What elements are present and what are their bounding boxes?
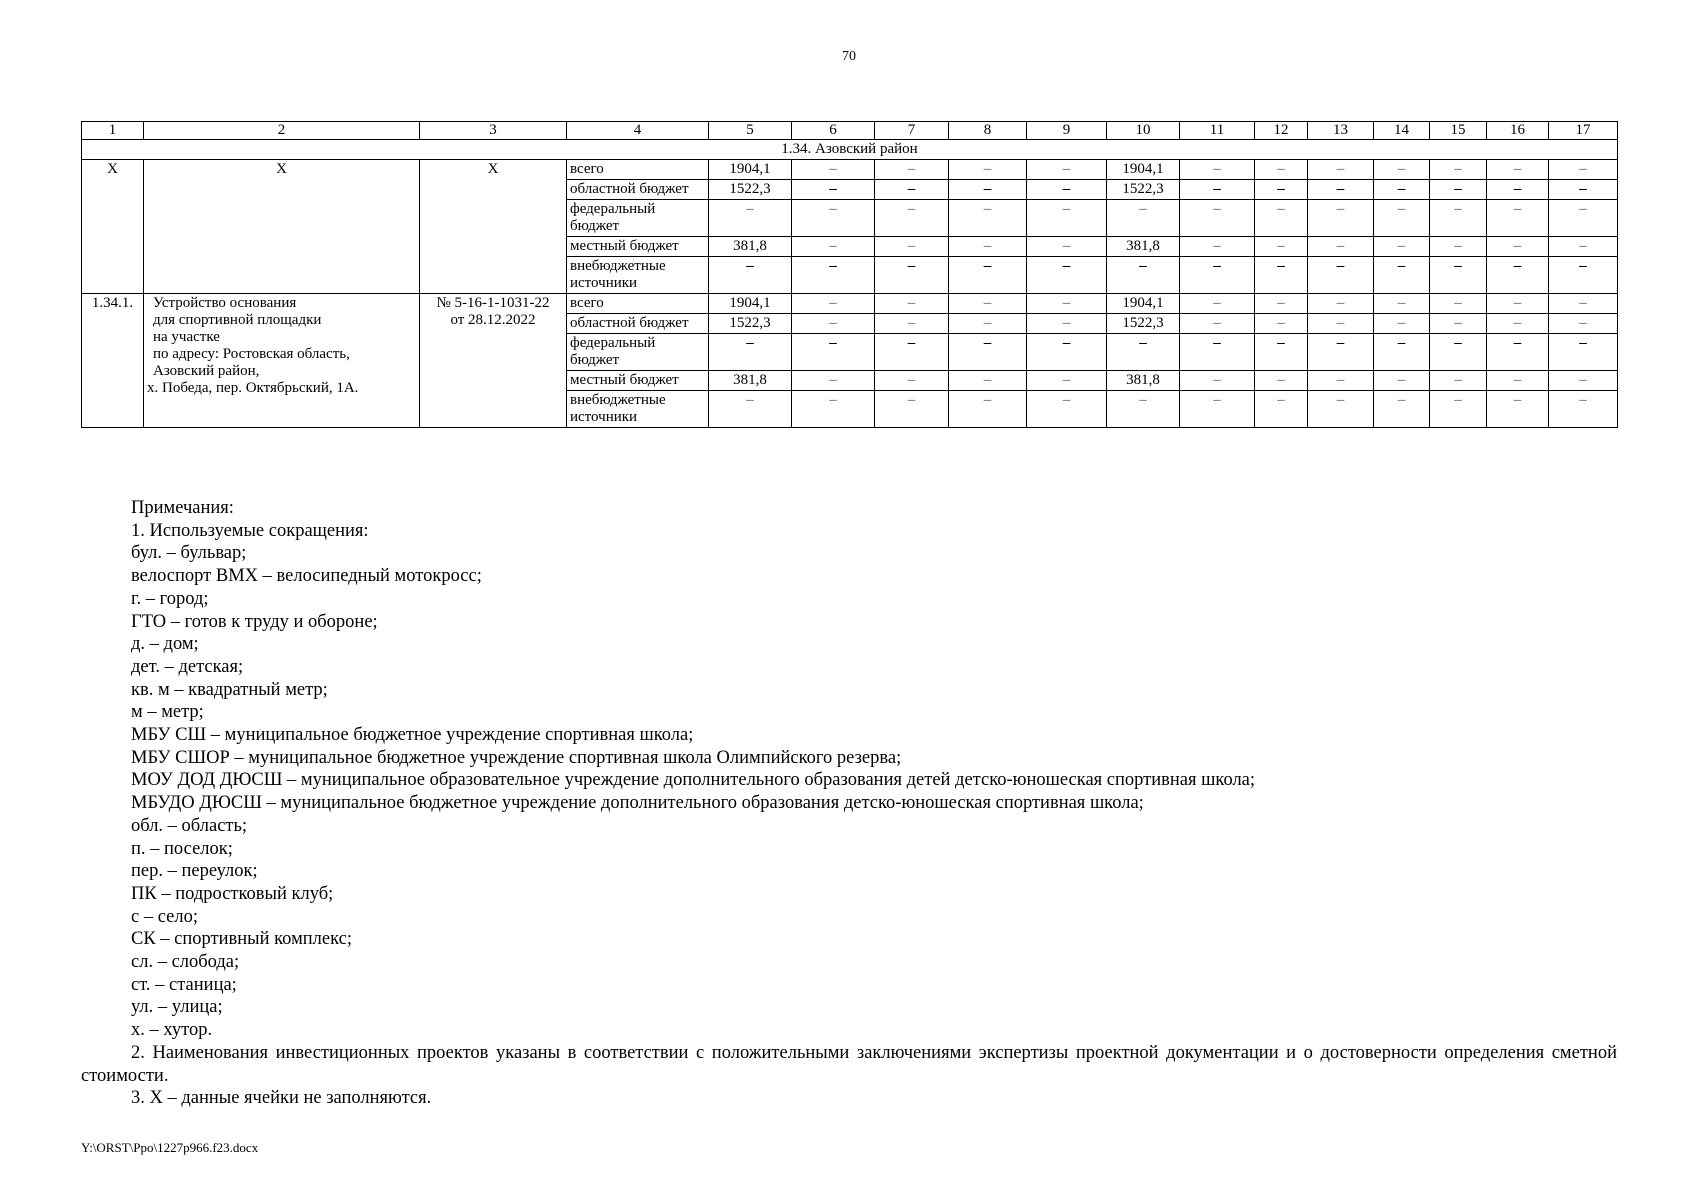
value-cell-col14: –	[1374, 257, 1430, 294]
abbreviation-item: г. – город;	[131, 588, 209, 609]
funding-source-cell: местный бюджет	[567, 237, 709, 257]
funding-source-cell: внебюджетные источники	[567, 257, 709, 294]
value-cell-col12: –	[1255, 371, 1308, 391]
value-cell-col17: –	[1549, 334, 1618, 371]
value-cell-col14: –	[1374, 334, 1430, 371]
table-row	[82, 294, 1618, 314]
value-cell-col8: –	[949, 200, 1027, 237]
table-row	[82, 160, 1618, 180]
value-cell-col6: –	[792, 200, 875, 237]
value-cell-col6: –	[792, 180, 875, 200]
value-cell-col13: –	[1308, 334, 1374, 371]
abbreviation-item: д. – дом;	[131, 634, 199, 655]
value-cell-col12: –	[1255, 200, 1308, 237]
value-cell-col11: –	[1180, 294, 1255, 314]
project-name-line: х. Победа, пер. Октябрьский, 1А.	[147, 380, 359, 396]
value-cell-col7: –	[875, 334, 949, 371]
value-cell-col11: –	[1180, 237, 1255, 257]
value-cell-col5: –	[709, 391, 792, 428]
abbreviation-item: ст. – станица;	[131, 974, 237, 995]
section-title-row	[82, 140, 1618, 160]
value-cell-col8: –	[949, 314, 1027, 334]
column-header: 16	[1487, 122, 1549, 140]
value-cell-col11: –	[1180, 180, 1255, 200]
value-cell-col12: –	[1255, 160, 1308, 180]
value-cell-col6: –	[792, 391, 875, 428]
financing-table	[81, 121, 1618, 428]
value-cell-col11: –	[1180, 257, 1255, 294]
column-header: 8	[949, 122, 1027, 140]
value-cell-col7: –	[875, 294, 949, 314]
conclusion-cell	[420, 294, 567, 428]
abbreviation-item: обл. – область;	[131, 815, 248, 836]
value-cell-col17: –	[1549, 371, 1618, 391]
value-cell-col12: –	[1255, 237, 1308, 257]
value-cell-col11: –	[1180, 314, 1255, 334]
value-cell-col8: –	[949, 294, 1027, 314]
column-header: 13	[1308, 122, 1374, 140]
column-header: 11	[1180, 122, 1255, 140]
value-cell-col6: –	[792, 160, 875, 180]
row-number-cell: X	[82, 160, 144, 294]
column-header: 3	[420, 122, 567, 140]
value-cell-col12: –	[1255, 334, 1308, 371]
value-cell-col14: –	[1374, 160, 1430, 180]
value-cell-col6: –	[792, 237, 875, 257]
abbreviation-item: МОУ ДОД ДЮСШ – муниципальное образовательное учреждение дополнительного образования детей детско-юношеская спортивная школа;	[131, 770, 1256, 791]
value-cell-col7: –	[875, 200, 949, 237]
project-name-line: на участке	[153, 329, 220, 345]
value-cell-col12: –	[1255, 294, 1308, 314]
value-cell-col5: 1522,3	[709, 180, 792, 200]
value-cell-col12: –	[1255, 391, 1308, 428]
value-cell-col13: –	[1308, 257, 1374, 294]
value-cell-col6: –	[792, 371, 875, 391]
value-cell-col11: –	[1180, 200, 1255, 237]
value-cell-col8: –	[949, 180, 1027, 200]
project-name-line: для спортивной площадки	[153, 312, 322, 328]
value-cell-col8: –	[949, 237, 1027, 257]
abbreviation-item: МБУ СШ – муниципальное бюджетное учреждение спортивная школа;	[131, 725, 694, 746]
value-cell-col7: –	[875, 314, 949, 334]
value-cell-col14: –	[1374, 200, 1430, 237]
abbreviation-item: с – село;	[131, 906, 198, 927]
value-cell-col8: –	[949, 371, 1027, 391]
abbreviation-list	[81, 542, 1617, 1041]
value-cell-col10: 381,8	[1107, 237, 1180, 257]
column-header: 2	[144, 122, 420, 140]
value-cell-col7: –	[875, 237, 949, 257]
value-cell-col8: –	[949, 334, 1027, 371]
notes-item-2: 2. Наименования инвестиционных проектов указаны в соответствии с положительными заключениями экспертизы проектной документации и о достоверности определения сметной стоимости.	[81, 1042, 1617, 1086]
value-cell-col11: –	[1180, 371, 1255, 391]
column-header: 14	[1374, 122, 1430, 140]
abbreviation-item: МБУДО ДЮСШ – муниципальное бюджетное учреждение дополнительного образования детско-юношеская спортивная школа;	[131, 793, 1144, 814]
abbreviation-item: х. – хутор.	[131, 1020, 213, 1041]
value-cell-col10: 381,8	[1107, 371, 1180, 391]
abbreviation-item: п. – поселок;	[131, 838, 233, 859]
abbreviation-item: м – метр;	[131, 702, 204, 723]
value-cell-col9: –	[1027, 257, 1107, 294]
value-cell-col10: –	[1107, 334, 1180, 371]
project-name-cell	[144, 294, 420, 428]
page-number: 70	[842, 49, 856, 64]
column-header: 9	[1027, 122, 1107, 140]
value-cell-col7: –	[875, 180, 949, 200]
value-cell-col14: –	[1374, 180, 1430, 200]
value-cell-col16: –	[1487, 257, 1549, 294]
value-cell-col17: –	[1549, 314, 1618, 334]
value-cell-col17: –	[1549, 257, 1618, 294]
row-number-cell: 1.34.1.	[82, 294, 144, 428]
value-cell-col13: –	[1308, 237, 1374, 257]
value-cell-col10: 1522,3	[1107, 180, 1180, 200]
funding-source-cell: областной бюджет	[567, 314, 709, 334]
funding-source-cell: внебюджетные источники	[567, 391, 709, 428]
abbreviation-item: ПК – подростковый клуб;	[131, 883, 334, 904]
value-cell-col10: 1522,3	[1107, 314, 1180, 334]
value-cell-col5: 381,8	[709, 237, 792, 257]
value-cell-col16: –	[1487, 314, 1549, 334]
value-cell-col9: –	[1027, 391, 1107, 428]
value-cell-col17: –	[1549, 391, 1618, 428]
project-name-line: Устройство основания	[153, 295, 297, 311]
value-cell-col5: –	[709, 257, 792, 294]
funding-source-cell: всего	[567, 160, 709, 180]
abbreviation-item: бул. – бульвар;	[131, 543, 247, 564]
conclusion-number: № 5-16-1-1031-22	[436, 295, 550, 311]
value-cell-col9: –	[1027, 334, 1107, 371]
value-cell-col17: –	[1549, 180, 1618, 200]
funding-source-cell: федеральный бюджет	[567, 200, 709, 237]
value-cell-col16: –	[1487, 160, 1549, 180]
column-header: 17	[1549, 122, 1618, 140]
value-cell-col5: –	[709, 334, 792, 371]
value-cell-col10: –	[1107, 257, 1180, 294]
value-cell-col9: –	[1027, 237, 1107, 257]
value-cell-col9: –	[1027, 200, 1107, 237]
value-cell-col15: –	[1430, 180, 1487, 200]
value-cell-col15: –	[1430, 237, 1487, 257]
funding-source-cell: федеральный бюджет	[567, 334, 709, 371]
value-cell-col9: –	[1027, 371, 1107, 391]
value-cell-col14: –	[1374, 391, 1430, 428]
value-cell-col10: –	[1107, 391, 1180, 428]
value-cell-col8: –	[949, 391, 1027, 428]
value-cell-col6: –	[792, 294, 875, 314]
project-name-cell: X	[144, 160, 420, 294]
value-cell-col15: –	[1430, 314, 1487, 334]
value-cell-col16: –	[1487, 371, 1549, 391]
abbreviation-item: велоспорт BMX – велосипедный мотокросс;	[131, 566, 482, 587]
value-cell-col15: –	[1430, 257, 1487, 294]
value-cell-col11: –	[1180, 160, 1255, 180]
value-cell-col15: –	[1430, 334, 1487, 371]
abbreviation-item: МБУ СШОР – муниципальное бюджетное учреждение спортивная школа Олимпийского резерва;	[131, 747, 902, 768]
value-cell-col17: –	[1549, 160, 1618, 180]
column-header: 7	[875, 122, 949, 140]
value-cell-col7: –	[875, 257, 949, 294]
abbreviation-item: сл. – слобода;	[131, 952, 240, 973]
value-cell-col9: –	[1027, 314, 1107, 334]
value-cell-col7: –	[875, 391, 949, 428]
abbreviation-item: пер. – переулок;	[131, 861, 258, 882]
value-cell-col16: –	[1487, 391, 1549, 428]
value-cell-col17: –	[1549, 200, 1618, 237]
value-cell-col11: –	[1180, 391, 1255, 428]
value-cell-col14: –	[1374, 294, 1430, 314]
value-cell-col16: –	[1487, 334, 1549, 371]
value-cell-col11: –	[1180, 334, 1255, 371]
project-name-line: по адресу: Ростовская область,	[153, 346, 350, 362]
conclusion-date: от 28.12.2022	[450, 312, 536, 328]
value-cell-col5: 381,8	[709, 371, 792, 391]
value-cell-col16: –	[1487, 294, 1549, 314]
column-header: 4	[567, 122, 709, 140]
value-cell-col16: –	[1487, 200, 1549, 237]
value-cell-col9: –	[1027, 160, 1107, 180]
notes-item-1-title: 1. Используемые сокращения:	[131, 520, 369, 541]
abbreviation-item: СК – спортивный комплекс;	[131, 929, 352, 950]
value-cell-col13: –	[1308, 200, 1374, 237]
value-cell-col13: –	[1308, 294, 1374, 314]
value-cell-col13: –	[1308, 180, 1374, 200]
value-cell-col10: 1904,1	[1107, 160, 1180, 180]
value-cell-col10: 1904,1	[1107, 294, 1180, 314]
value-cell-col8: –	[949, 257, 1027, 294]
column-header-row	[82, 122, 1618, 140]
value-cell-col16: –	[1487, 237, 1549, 257]
value-cell-col8: –	[949, 160, 1027, 180]
value-cell-col12: –	[1255, 314, 1308, 334]
value-cell-col15: –	[1430, 160, 1487, 180]
value-cell-col6: –	[792, 257, 875, 294]
abbreviation-item: дет. – детская;	[131, 656, 244, 677]
value-cell-col15: –	[1430, 294, 1487, 314]
value-cell-col7: –	[875, 160, 949, 180]
section-title: 1.34. Азовский район	[82, 140, 1618, 160]
value-cell-col16: –	[1487, 180, 1549, 200]
value-cell-col5: 1522,3	[709, 314, 792, 334]
value-cell-col6: –	[792, 314, 875, 334]
column-header: 5	[709, 122, 792, 140]
abbreviation-item: ГТО – готов к труду и обороне;	[131, 611, 378, 632]
abbreviation-item: кв. м – квадратный метр;	[131, 679, 328, 700]
value-cell-col9: –	[1027, 180, 1107, 200]
column-header: 1	[82, 122, 144, 140]
value-cell-col5: 1904,1	[709, 160, 792, 180]
value-cell-col10: –	[1107, 200, 1180, 237]
value-cell-col13: –	[1308, 314, 1374, 334]
notes-section	[81, 497, 1617, 1110]
value-cell-col14: –	[1374, 237, 1430, 257]
column-header: 15	[1430, 122, 1487, 140]
column-header: 12	[1255, 122, 1308, 140]
funding-source-cell: всего	[567, 294, 709, 314]
value-cell-col13: –	[1308, 371, 1374, 391]
value-cell-col12: –	[1255, 257, 1308, 294]
notes-item-3: 3. X – данные ячейки не заполняются.	[131, 1088, 432, 1109]
funding-source-cell: областной бюджет	[567, 180, 709, 200]
value-cell-col14: –	[1374, 371, 1430, 391]
value-cell-col13: –	[1308, 391, 1374, 428]
notes-heading: Примечания:	[131, 498, 234, 518]
value-cell-col6: –	[792, 334, 875, 371]
column-header: 10	[1107, 122, 1180, 140]
value-cell-col15: –	[1430, 200, 1487, 237]
value-cell-col12: –	[1255, 180, 1308, 200]
value-cell-col5: –	[709, 200, 792, 237]
value-cell-col15: –	[1430, 391, 1487, 428]
column-header: 6	[792, 122, 875, 140]
abbreviation-item: ул. – улица;	[131, 997, 223, 1018]
funding-source-cell: местный бюджет	[567, 371, 709, 391]
value-cell-col7: –	[875, 371, 949, 391]
value-cell-col9: –	[1027, 294, 1107, 314]
value-cell-col17: –	[1549, 294, 1618, 314]
file-path-footer: Y:\ORST\Ppo\1227p966.f23.docx	[81, 1140, 259, 1155]
value-cell-col13: –	[1308, 160, 1374, 180]
conclusion-cell: X	[420, 160, 567, 294]
project-name-line: Азовский район,	[153, 363, 260, 379]
value-cell-col14: –	[1374, 314, 1430, 334]
value-cell-col15: –	[1430, 371, 1487, 391]
value-cell-col17: –	[1549, 237, 1618, 257]
value-cell-col5: 1904,1	[709, 294, 792, 314]
